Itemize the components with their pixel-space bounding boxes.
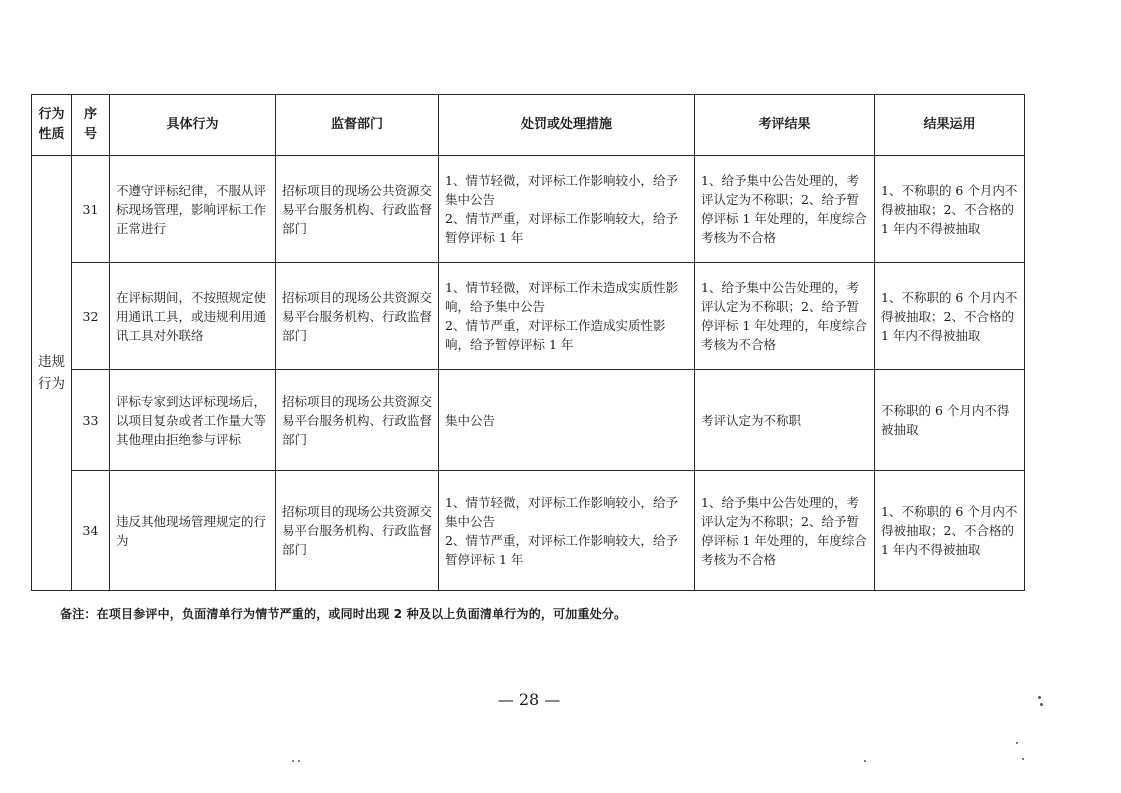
table-row — [32, 370, 1025, 471]
table-header — [32, 95, 1025, 156]
measures-cell: 1、情节轻微，对评标工作影响较小，给予集中公告 2、情节严重，对评标工作影响较大，给予暂停评标 1 年 — [439, 471, 695, 591]
behavior-cell: 不遵守评标纪律，不服从评标现场管理，影响评标工作正常进行 — [110, 156, 276, 263]
scan-speck — [1022, 758, 1024, 760]
measures-cell: 1、情节轻微，对评标工作影响较小，给予集中公告 2、情节严重，对评标工作影响较大，给予暂停评标 1 年 — [439, 156, 695, 263]
application-cell: 1、不称职的 6 个月内不得被抽取；2、不合格的 1 年内不得被抽取 — [875, 156, 1025, 263]
evaluation-cell: 考评认定为不称职 — [695, 370, 875, 471]
application-cell: 不称职的 6 个月内不得被抽取 — [875, 370, 1025, 471]
seq-cell: 32 — [72, 263, 110, 370]
department-cell: 招标项目的现场公共资源交易平台服务机构、行政监督部门 — [276, 370, 439, 471]
header-application: 结果运用 — [875, 95, 1025, 156]
table-body — [32, 156, 1025, 591]
header-nature: 行为 性质 — [32, 95, 72, 156]
scan-speck — [1038, 696, 1041, 699]
scan-speck — [298, 760, 300, 762]
table-row — [32, 156, 1025, 263]
evaluation-cell: 1、给予集中公告处理的，考评认定为不称职；2、给予暂停评标 1 年处理的，年度综合考核为不合格 — [695, 471, 875, 591]
evaluation-cell: 1、给予集中公告处理的，考评认定为不称职；2、给予暂停评标 1 年处理的，年度综合考核为不合格 — [695, 156, 875, 263]
application-cell: 1、不称职的 6 个月内不得被抽取；2、不合格的 1 年内不得被抽取 — [875, 471, 1025, 591]
application-cell: 1、不称职的 6 个月内不得被抽取；2、不合格的 1 年内不得被抽取 — [875, 263, 1025, 370]
table-row — [32, 263, 1025, 370]
seq-cell: 31 — [72, 156, 110, 263]
header-behavior: 具体行为 — [110, 95, 276, 156]
department-cell: 招标项目的现场公共资源交易平台服务机构、行政监督部门 — [276, 471, 439, 591]
table-row — [32, 471, 1025, 591]
header-measures: 处罚或处理措施 — [439, 95, 695, 156]
scan-speck — [292, 760, 294, 762]
header-department: 监督部门 — [276, 95, 439, 156]
department-cell: 招标项目的现场公共资源交易平台服务机构、行政监督部门 — [276, 263, 439, 370]
negative-list-table — [31, 94, 1025, 591]
nature-cell: 违规 行为 — [32, 156, 72, 591]
footnote: 备注：在项目参评中，负面清单行为情节严重的，或同时出现 2 种及以上负面清单行为的，可加重处分。 — [60, 607, 627, 621]
scan-speck — [864, 760, 866, 762]
header-seq: 序 号 — [72, 95, 110, 156]
scan-speck — [1040, 703, 1043, 706]
measures-cell: 集中公告 — [439, 370, 695, 471]
behavior-cell: 违反其他现场管理规定的行为 — [110, 471, 276, 591]
seq-cell: 33 — [72, 370, 110, 471]
seq-cell: 34 — [72, 471, 110, 591]
behavior-cell: 评标专家到达评标现场后，以项目复杂或者工作量大等其他理由拒绝参与评标 — [110, 370, 276, 471]
scan-speck — [1016, 742, 1018, 744]
header-evaluation: 考评结果 — [695, 95, 875, 156]
page-number: — 28 — — [497, 690, 561, 709]
behavior-cell: 在评标期间，不按照规定使用通讯工具，或违规利用通讯工具对外联络 — [110, 263, 276, 370]
evaluation-cell: 1、给予集中公告处理的，考评认定为不称职；2、给予暂停评标 1 年处理的，年度综合考核为不合格 — [695, 263, 875, 370]
measures-cell: 1、情节轻微，对评标工作未造成实质性影响，给予集中公告 2、情节严重，对评标工作造成实质性影响，给予暂停评标 1 年 — [439, 263, 695, 370]
department-cell: 招标项目的现场公共资源交易平台服务机构、行政监督部门 — [276, 156, 439, 263]
